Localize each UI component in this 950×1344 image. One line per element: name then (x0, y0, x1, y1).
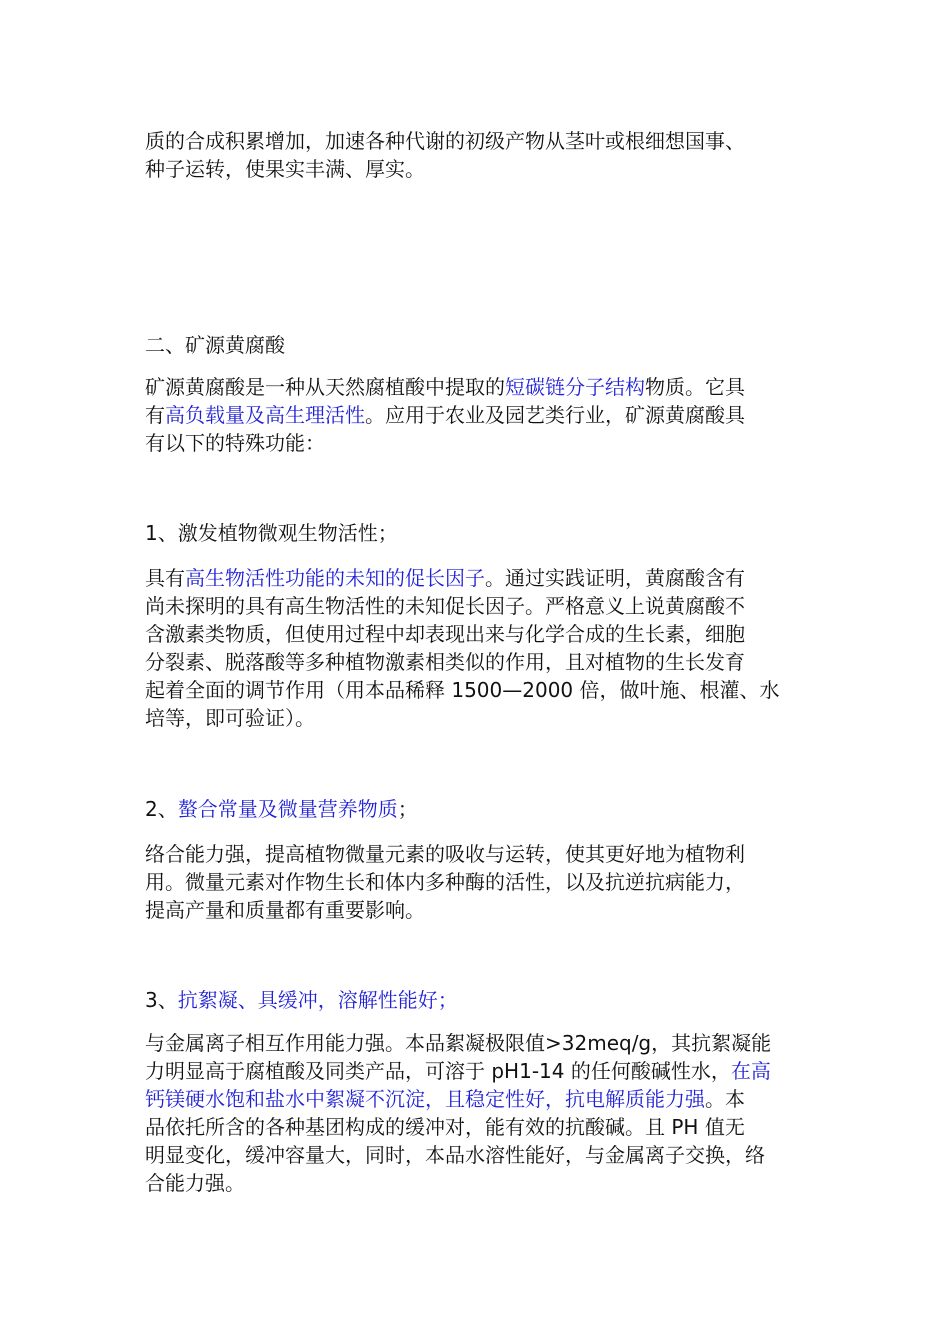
intro-paragraph (145, 127, 813, 183)
highlight-text: 螯合常量及微量营养物质 (177, 797, 398, 821)
text-run: 。应用于农业及园艺类行业，矿源黄腐酸具 (365, 403, 745, 427)
text-run: 3、 (145, 988, 178, 1012)
section-intro-paragraph (145, 373, 813, 457)
highlight-text: 在高 (730, 1059, 771, 1083)
highlight-text: 抗絮凝、具缓冲，溶解性能好； (177, 988, 458, 1012)
text-line (145, 896, 813, 924)
text-run: 提高产量和质量都有重要影响。 (145, 898, 425, 922)
text-line (145, 127, 813, 155)
item1-paragraph (145, 564, 813, 732)
text-run: 与金属离子相互作用能力强。本品絮凝极限值>32meq/g，其抗絮凝能 (145, 1031, 772, 1055)
highlight-text: 高负载量及高生理活性 (165, 403, 365, 427)
text-run: 用。微量元素对作物生长和体内多种酶的活性，以及抗逆抗病能力， (145, 870, 745, 894)
item1-heading (145, 519, 813, 547)
text-run: 矿源黄腐酸是一种从天然腐植酸中提取的 (145, 375, 505, 399)
text-line (145, 1085, 813, 1113)
text-run: 有 (145, 403, 165, 427)
text-run: 1、激发植物微观生物活性； (145, 521, 398, 545)
text-run: ； (397, 797, 418, 821)
item3-heading (145, 986, 813, 1014)
text-line (145, 704, 813, 732)
text-line (145, 373, 813, 401)
item2-paragraph (145, 840, 813, 924)
text-run: 合能力强。 (145, 1171, 245, 1195)
section-title-text: 二、矿源黄腐酸 (145, 333, 285, 357)
text-run: 有以下的特殊功能： (145, 431, 325, 455)
text-line (145, 1113, 813, 1141)
text-line (145, 401, 813, 429)
text-line (145, 429, 813, 457)
highlight-text: 钙镁硬水饱和盐水中絮凝不沉淀，且稳定性好，抗电解质能力强 (145, 1087, 705, 1111)
text-run: 具有 (145, 566, 185, 590)
text-line (145, 564, 813, 592)
text-line (145, 620, 813, 648)
text-run: 。本 (705, 1087, 745, 1111)
text-line (145, 1169, 813, 1197)
text-run: 质的合成积累增加，加速各种代谢的初级产物从茎叶或根细想国事、 (145, 129, 745, 153)
text-run: 2、 (145, 797, 178, 821)
text-run: 品依托所含的各种基团构成的缓冲对，能有效的抗酸碱。且 PH 值无 (145, 1115, 745, 1139)
highlight-text: 短碳链分子结构 (505, 375, 645, 399)
text-run: 力明显高于腐植酸及同类产品，可溶于 pH1-14 的任何酸碱性水， (145, 1059, 731, 1083)
text-run: 明显变化，缓冲容量大，同时，本品水溶性能好，与金属离子交换，络 (145, 1143, 765, 1167)
text-run: 种子运转，使果实丰满、厚实。 (145, 157, 425, 181)
text-line (145, 1057, 813, 1085)
text-line (145, 592, 813, 620)
item3-paragraph (145, 1029, 813, 1197)
text-line (145, 840, 813, 868)
text-run: 。通过实践证明，黄腐酸含有 (485, 566, 745, 590)
text-run: 起着全面的调节作用（用本品稀释 1500—2000 倍，做叶施、根灌、水 (145, 678, 780, 702)
text-line (145, 648, 813, 676)
highlight-text: 高生物活性功能的未知的促长因子 (185, 566, 485, 590)
text-line (145, 1141, 813, 1169)
text-run: 尚未探明的具有高生物活性的未知促长因子。严格意义上说黄腐酸不 (145, 594, 745, 618)
text-run: 物质。它具 (645, 375, 745, 399)
text-run: 培等，即可验证）。 (145, 706, 315, 730)
text-line (145, 868, 813, 896)
item2-heading (145, 795, 813, 823)
section-title (145, 331, 813, 359)
text-run: 络合能力强，提高植物微量元素的吸收与运转，使其更好地为植物利 (145, 842, 745, 866)
text-run: 分裂素、脱落酸等多种植物激素相类似的作用，且对植物的生长发育 (145, 650, 745, 674)
text-line (145, 155, 813, 183)
text-line (145, 1029, 813, 1057)
text-line (145, 676, 813, 704)
text-run: 含激素类物质，但使用过程中却表现出来与化学合成的生长素，细胞 (145, 622, 745, 646)
